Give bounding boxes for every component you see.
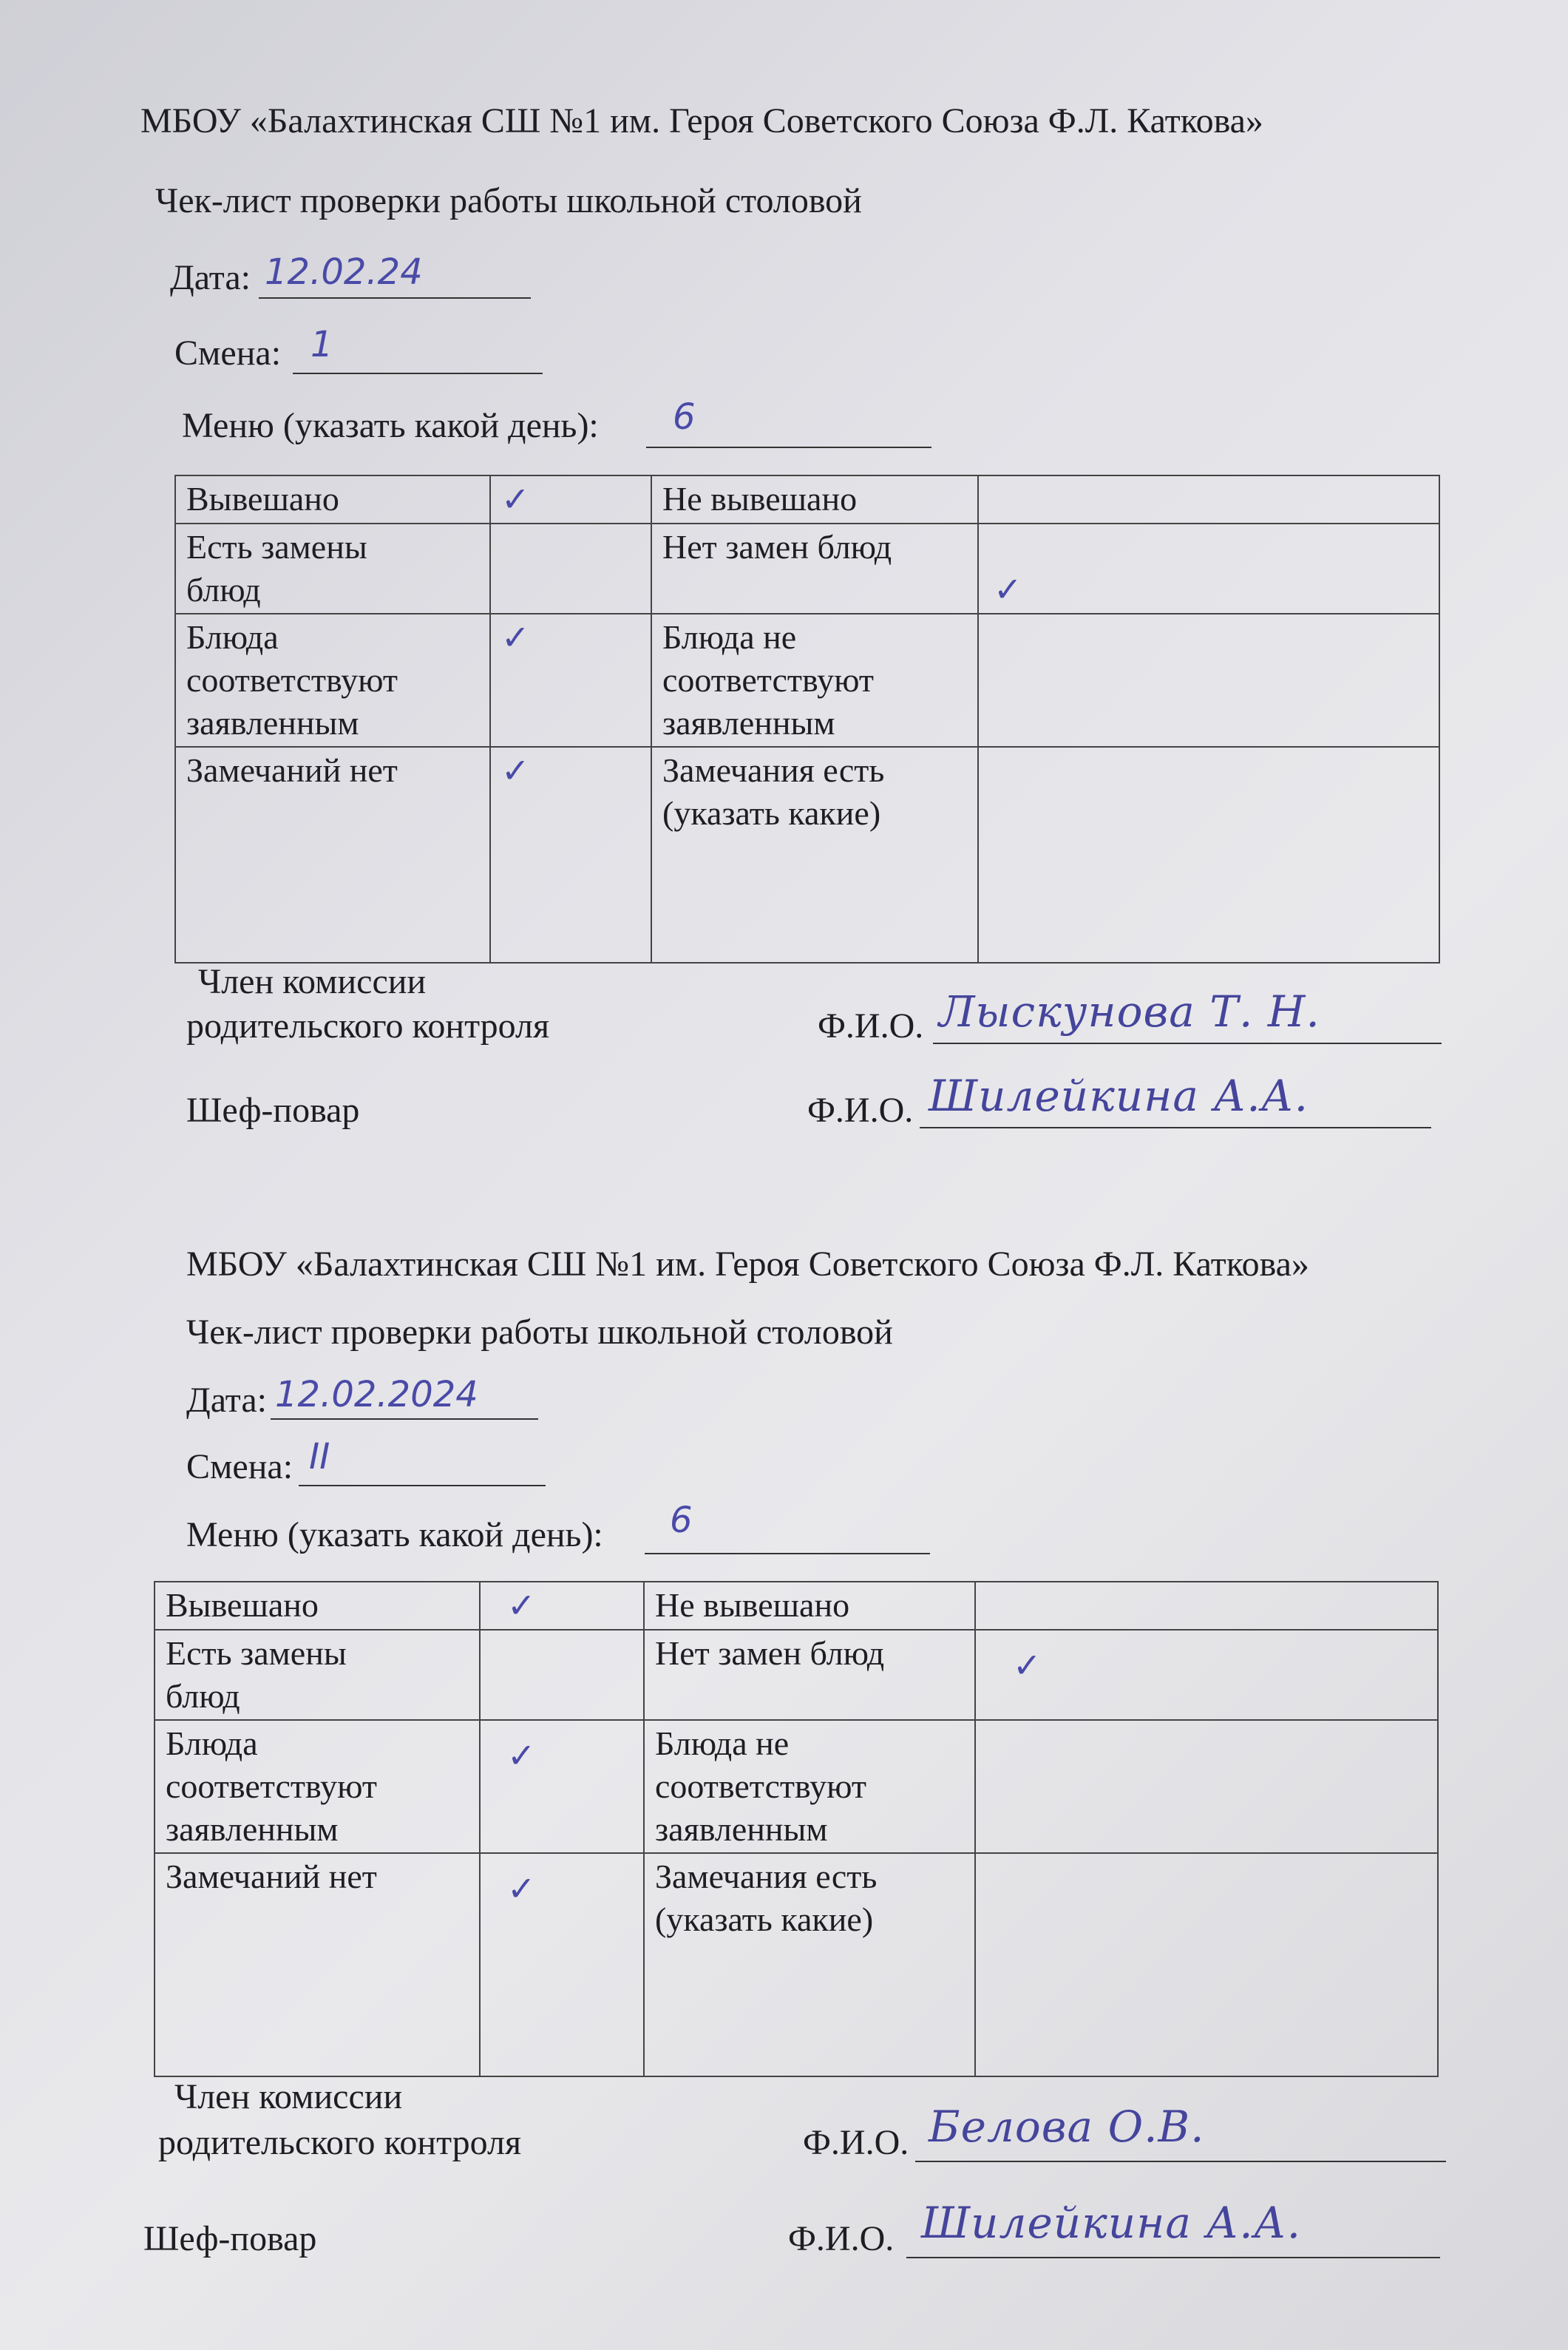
checkmark-icon: ✓	[507, 1736, 536, 1775]
signature-underline	[906, 2257, 1440, 2258]
cell-check	[480, 1582, 644, 1630]
date-underline	[271, 1418, 538, 1420]
cell-label: Нет замен блюд	[651, 524, 978, 614]
menu-underline	[646, 447, 931, 448]
signature-underline	[933, 1043, 1442, 1044]
shift-underline	[299, 1485, 546, 1486]
cell-check	[490, 524, 651, 614]
cell-label: Нет замен блюд	[644, 1630, 975, 1720]
chef-label: Шеф-повар	[186, 1091, 360, 1130]
signature-underline	[920, 1127, 1431, 1128]
signature-underline	[915, 2161, 1446, 2162]
table-row	[175, 614, 1439, 747]
checkmark-icon: ✓	[507, 1869, 536, 1909]
shift-value: II	[309, 1436, 330, 1477]
menu-value: 6	[670, 1500, 693, 1541]
fio-label: Ф.И.О.	[788, 2219, 895, 2258]
chef-signature: Шилейкина А.А.	[929, 1071, 1309, 1121]
cell-check	[975, 1853, 1438, 2076]
checklist-table	[174, 475, 1440, 964]
cell-check	[978, 524, 1439, 614]
member-label-line2: родительского контроля	[186, 1006, 550, 1046]
cell-check	[490, 475, 651, 524]
table-row	[155, 1582, 1438, 1630]
cell-label: Замечания есть (указать какие)	[644, 1853, 975, 2076]
checkmark-icon: ✓	[501, 479, 530, 519]
table-row	[155, 1853, 1438, 2076]
table-row	[175, 747, 1439, 963]
cell-label: Блюда соответствуют заявленным	[175, 614, 490, 747]
checkmark-icon: ✓	[507, 1585, 536, 1625]
table-row	[155, 1630, 1438, 1720]
shift-underline	[293, 373, 543, 374]
cell-check	[978, 747, 1439, 963]
date-value: 12.02.2024	[275, 1374, 478, 1415]
table-row	[155, 1720, 1438, 1853]
date-label: Дата:	[170, 258, 251, 297]
cell-check	[490, 747, 651, 963]
shift-value: 1	[310, 324, 333, 365]
checklist-table	[154, 1581, 1439, 2077]
shift-label: Смена:	[186, 1447, 293, 1486]
checkmark-icon: ✓	[1013, 1645, 1042, 1685]
cell-check	[480, 1720, 644, 1853]
chef-label: Шеф-повар	[143, 2219, 317, 2258]
cell-label: Вывешано	[155, 1582, 480, 1630]
cell-check	[975, 1582, 1438, 1630]
cell-check	[480, 1630, 644, 1720]
cell-label: Замечаний нет	[175, 747, 490, 963]
checkmark-icon: ✓	[994, 569, 1022, 609]
menu-label: Меню (указать какой день):	[186, 1515, 603, 1554]
cell-check	[480, 1853, 644, 2076]
menu-label: Меню (указать какой день):	[182, 406, 599, 445]
member-signature: Белова О.В.	[929, 2102, 1205, 2152]
cell-check	[490, 614, 651, 747]
checkmark-icon: ✓	[501, 751, 530, 790]
fio-label: Ф.И.О.	[807, 1091, 914, 1130]
cell-label: Не вывешано	[651, 475, 978, 524]
cell-check	[975, 1630, 1438, 1720]
cell-check	[978, 475, 1439, 524]
member-label-line1: Член комиссии	[198, 962, 427, 1001]
cell-label: Есть замены блюд	[155, 1630, 480, 1720]
cell-label: Блюда не соответствуют заявленным	[651, 614, 978, 747]
cell-label: Замечания есть (указать какие)	[651, 747, 978, 963]
cell-label: Есть замены блюд	[175, 524, 490, 614]
fio-label: Ф.И.О.	[803, 2123, 909, 2162]
member-signature: Лыскунова Т. Н.	[939, 986, 1320, 1037]
cell-label: Блюда не соответствуют заявленным	[644, 1720, 975, 1853]
form-title: Чек-лист проверки работы школьной столовой	[155, 181, 862, 220]
form-title: Чек-лист проверки работы школьной столовой	[186, 1313, 893, 1352]
date-value: 12.02.24	[265, 251, 423, 293]
date-label: Дата:	[186, 1381, 268, 1420]
cell-label: Не вывешано	[644, 1582, 975, 1630]
member-label-line2: родительского контроля	[158, 2123, 522, 2162]
cell-label: Блюда соответствуют заявленным	[155, 1720, 480, 1853]
menu-underline	[645, 1553, 930, 1554]
chef-signature: Шилейкина А.А.	[921, 2198, 1302, 2248]
shift-label: Смена:	[174, 333, 282, 373]
table-row	[175, 475, 1439, 524]
table-row	[175, 524, 1439, 614]
cell-label: Вывешано	[175, 475, 490, 524]
checkmark-icon: ✓	[501, 617, 530, 657]
school-name: МБОУ «Балахтинская СШ №1 им. Героя Советского Союза Ф.Л. Каткова»	[186, 1245, 1309, 1284]
menu-value: 6	[673, 396, 696, 438]
date-underline	[259, 297, 531, 299]
fio-label: Ф.И.О.	[818, 1006, 924, 1046]
cell-label: Замечаний нет	[155, 1853, 480, 2076]
cell-check	[975, 1720, 1438, 1853]
school-name: МБОУ «Балахтинская СШ №1 им. Героя Советского Союза Ф.Л. Каткова»	[140, 101, 1263, 140]
member-label-line1: Член комиссии	[174, 2077, 403, 2116]
cell-check	[978, 614, 1439, 747]
